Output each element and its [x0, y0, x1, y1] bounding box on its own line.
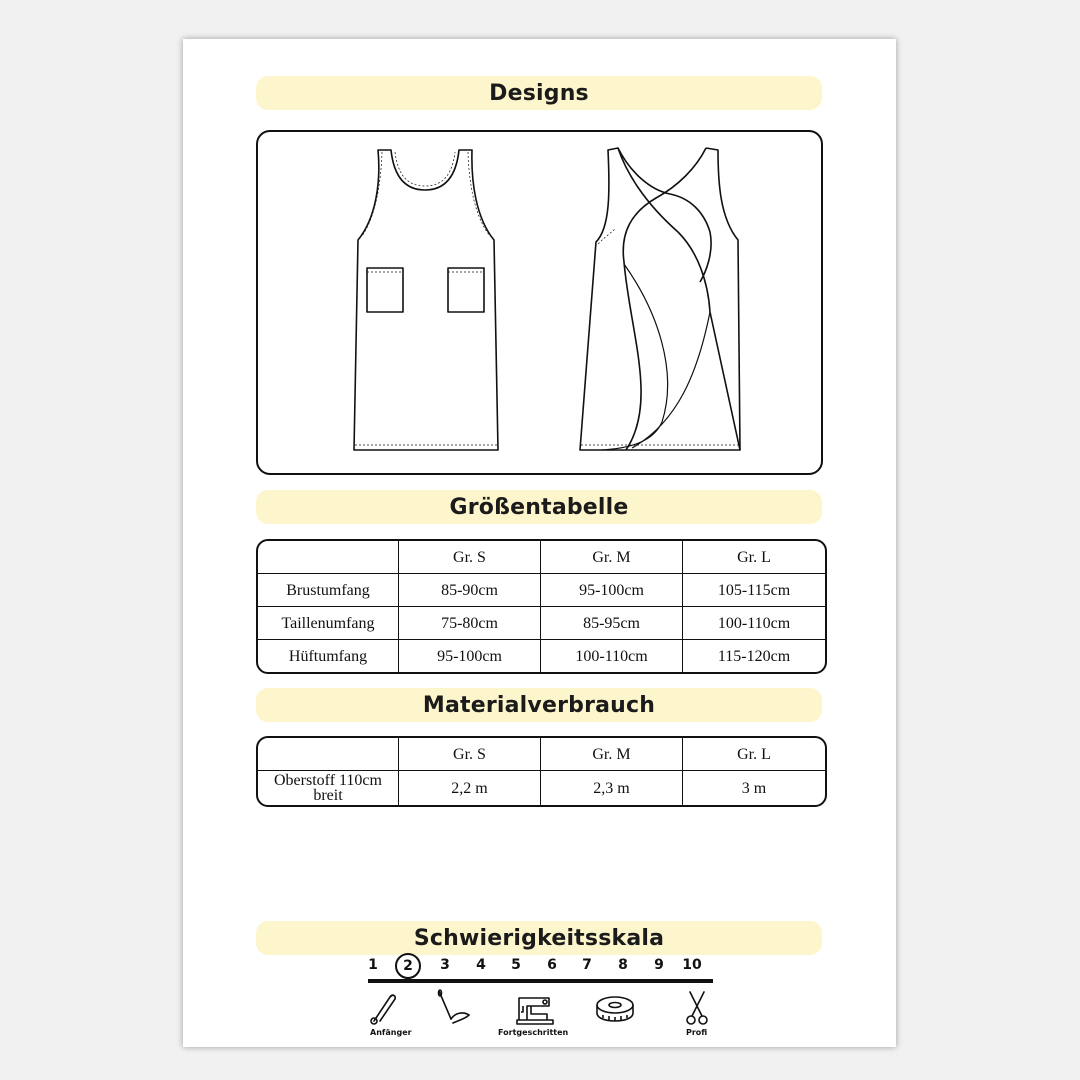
table-header-cell: Gr. L [683, 738, 825, 771]
table-header-cell: Gr. S [399, 738, 541, 771]
level-advanced-label: Fortgeschritten [498, 1028, 569, 1037]
table-row [258, 574, 825, 607]
sewing-machine-icon [515, 992, 555, 1026]
table-header-cell: Gr. M [541, 738, 683, 771]
scale-number-selected: 2 [395, 953, 421, 979]
table-cell: 105-115cm [683, 574, 825, 607]
table-row [258, 771, 825, 805]
safety-pin-icon [370, 991, 398, 1025]
design-illustration-panel [256, 130, 823, 475]
table-row [258, 640, 825, 672]
table-cell: 75-80cm [399, 607, 541, 640]
table-header-cell: Gr. S [399, 541, 541, 574]
needle-thread-icon [435, 989, 475, 1027]
scale-bar [368, 979, 713, 983]
scissors-icon [684, 990, 710, 1026]
table-cell: Brustumfang [258, 574, 399, 607]
size-table-header-row [258, 541, 825, 574]
scale-number: 7 [582, 957, 592, 973]
scale-number: 8 [618, 957, 628, 973]
section-title-size-table: Größentabelle [256, 490, 822, 524]
scale-number: 9 [654, 957, 664, 973]
measuring-tape-icon [593, 993, 637, 1025]
table-header-cell [258, 738, 399, 771]
material-table-header-row [258, 738, 825, 771]
table-cell: 95-100cm [541, 574, 683, 607]
scale-number: 4 [476, 957, 486, 973]
scale-number: 1 [368, 957, 378, 973]
pattern-page [183, 39, 896, 1047]
table-header-cell: Gr. M [541, 541, 683, 574]
front-view-dress [354, 150, 498, 450]
table-cell: 85-95cm [541, 607, 683, 640]
dress-drawings [258, 132, 821, 473]
size-table [256, 539, 827, 674]
table-row [258, 607, 825, 640]
table-cell: 2,3 m [541, 771, 683, 805]
table-cell: 85-90cm [399, 574, 541, 607]
table-cell: 115-120cm [717, 647, 791, 665]
material-table [256, 736, 827, 807]
table-cell: Taillenumfang [258, 607, 399, 640]
section-title-difficulty: Schwierigkeitsskala [256, 921, 822, 955]
table-cell: 100-110cm [541, 640, 683, 672]
level-beginner-label: Anfänger [370, 1028, 412, 1037]
scale-number: 10 [682, 957, 702, 973]
scale-number: 5 [511, 957, 521, 973]
level-pro-label: Profi [686, 1028, 708, 1037]
section-title-designs: Designs [256, 76, 822, 110]
section-title-material: Materialverbrauch [256, 688, 822, 722]
table-cell: 95-100cm [399, 640, 541, 672]
table-cell: Hüftumfang [258, 640, 399, 672]
table-header-cell: Gr. L [683, 541, 825, 574]
scale-number: 6 [547, 957, 557, 973]
table-cell: Oberstoff 110cm breit [258, 771, 399, 805]
table-cell: 3 m [741, 779, 767, 797]
table-header-cell [258, 541, 399, 574]
table-cell: 2,2 m [399, 771, 541, 805]
back-view-dress [580, 148, 740, 450]
scale-number: 3 [440, 957, 450, 973]
table-cell: 100-110cm [683, 607, 825, 640]
